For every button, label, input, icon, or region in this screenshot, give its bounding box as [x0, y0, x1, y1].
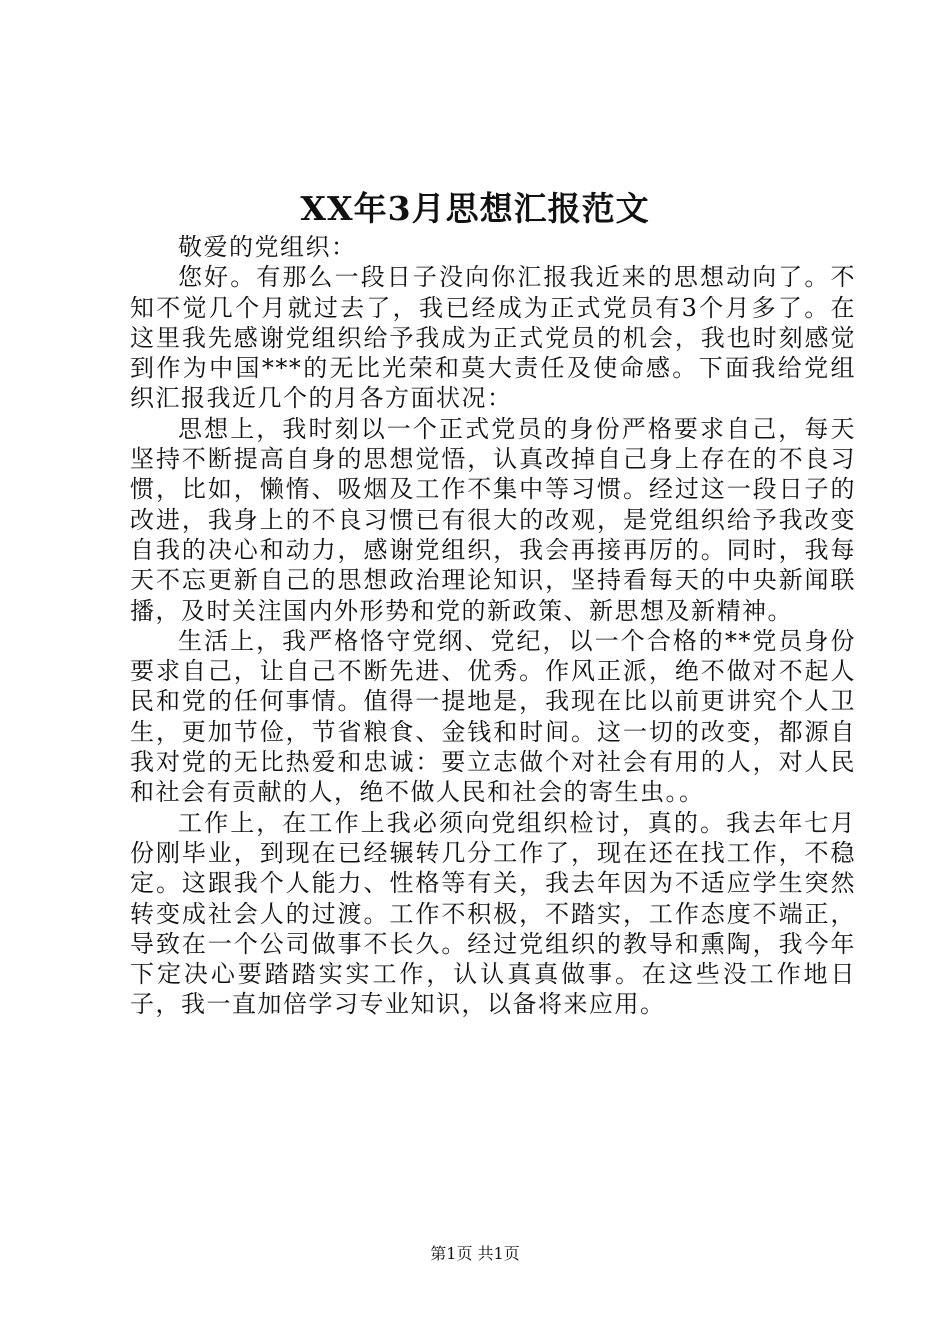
document-body: [130, 232, 856, 1020]
paragraph-thought: 思想上，我时刻以一个正式党员的身份严格要求自己，每天坚持不断提高自身的思想觉悟，认真改掉自己身上存在的不良习惯，比如，懒惰、吸烟及工作不集中等习惯。经过这一段日子的改进，我身上的不良习惯已有很大的改观，是党组织给予我改变自我的决心和动力，感谢党组织，我会再接再厉的。同时，我每天不忘更新自己的思想政治理论知识，坚持看每天的中央新闻联播，及时关注国内外形势和党的新政策、新思想及新精神。: [130, 414, 856, 625]
paragraph-life: 生活上，我严格恪守党纲、党纪，以一个合格的**党员身份要求自己，让自己不断先进、优秀。作风正派，绝不做对不起人民和党的任何事情。值得一提地是，我现在比以前更讲究个人卫生，更加节俭，节省粮食、金钱和时间。这一切的改变，都源自我对党的无比热爱和忠诚：要立志做个对社会有用的人，对人民和社会有贡献的人，绝不做人民和社会的寄生虫。。: [130, 626, 856, 807]
salutation: 敬爱的党组织：: [178, 233, 357, 261]
page-footer: 第1页 共1页: [430, 1244, 520, 1263]
paragraph-greeting: 您好。有那么一段日子没向你汇报我近来的思想动向了。不知不觉几个月就过去了，我已经成为正式党员有3个月多了。在这里我先感谢党组织给予我成为正式党员的机会，我也时刻感觉到作为中国***的无比光荣和莫大责任及使命感。下面我给党组织汇报我近几个的月各方面状况：: [130, 263, 856, 413]
paragraph-work: 工作上，在工作上我必须向党组织检讨，真的。我去年七月份刚毕业，到现在已经辗转几分工作了，现在还在找工作，不稳定。这跟我个人能力、性格等有关，我去年因为不适应学生突然转变成社会人的过渡。工作不积极，不踏实，工作态度不端正，导致在一个公司做事不长久。经过党组织的教导和熏陶，我今年下定决心要踏踏实实工作，认认真真做事。在这些没工作地日子，我一直加倍学习专业知识，以备将来应用。: [130, 808, 856, 1019]
document-title: XX年3月思想汇报范文: [300, 189, 650, 228]
